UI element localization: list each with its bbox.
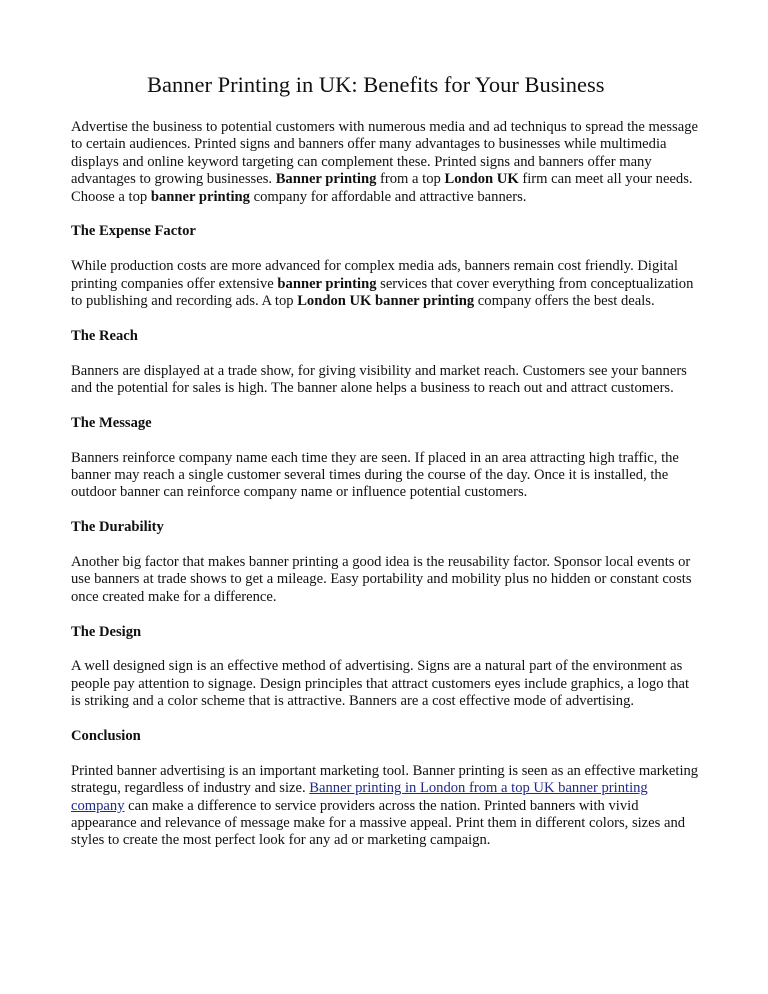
section-body-expense bbox=[71, 258, 701, 310]
text: services that cover everything from conceptualization to publishing and recording ads. A top bbox=[71, 275, 694, 310]
bold-text: London UK bbox=[444, 171, 519, 188]
banner-printing-link[interactable]: Banner printing in London from a top UK banner printing company bbox=[71, 780, 648, 814]
text: While production costs are more advanced for complex media ads, banners remain cost friendly. Digital printing companies offer extensive bbox=[71, 258, 678, 292]
section-heading-durability: The Durability bbox=[71, 519, 164, 536]
section-heading-reach: The Reach bbox=[71, 327, 138, 344]
bold-text: London UK banner printing bbox=[297, 293, 475, 310]
bold-text: banner printing bbox=[277, 275, 377, 292]
section-heading-expense: The Expense Factor bbox=[71, 223, 196, 240]
document-page bbox=[71, 70, 701, 867]
section-heading-message: The Message bbox=[71, 414, 152, 431]
text: company for affordable and attractive banners. bbox=[249, 188, 527, 205]
section-heading-design: The Design bbox=[71, 623, 142, 640]
intro-paragraph bbox=[71, 119, 701, 206]
section-body-message: Banners reinforce company name each time they are seen. If placed in an area attracting high traffic, the banner may reach a single customer several times during the course of the day. Once it is installed, the outdoor banner can reinforce company name or influence potential customers. bbox=[71, 449, 679, 501]
text: company offers the best deals. bbox=[474, 293, 655, 310]
text: from a top bbox=[376, 171, 445, 188]
text: can make a difference to service providers across the nation. Printed banners with vivid appearance and relevance of message make for a massive appeal. Print them in different colors, sizes and styles to create the most perfect look for any ad or marketing campaign. bbox=[71, 797, 686, 849]
text: firm can meet all your needs. Choose a top bbox=[71, 171, 693, 205]
bold-text: banner printing bbox=[150, 188, 250, 205]
section-body-durability: Another big factor that makes banner printing a good idea is the reusability factor. Sponsor local events or use banners at trade shows to get a mileage. Easy portability and mobility plus no hidden or constant costs once created make for a difference. bbox=[71, 554, 692, 605]
bold-text: Banner printing bbox=[275, 171, 377, 188]
section-heading-conclusion: Conclusion bbox=[71, 728, 141, 745]
document-title: Banner Printing in UK: Benefits for Your Business bbox=[147, 72, 605, 97]
text: Printed banner advertising is an important marketing tool. Banner printing is seen as an effective marketing strategu, regardless of industry and size. bbox=[71, 762, 699, 797]
section-body-design: A well designed sign is an effective method of advertising. Signs are a natural part of the environment as people pay attention to signage. Design principles that attract customers eyes include graphics, a logo that is striking and a color scheme that is attractive. Banners are a cost effective mode of advertising. bbox=[71, 658, 690, 710]
text: Advertise the business to potential customers with numerous media and ad techniqus to spread the message to certain audiences. Printed signs and banners offer many advantages to businesses while multimedia displays and online keyword targeting can complement these. Printed signs and banners offer many advantages to growing businesses. bbox=[71, 119, 698, 188]
section-body-conclusion bbox=[71, 763, 701, 850]
section-body-reach: Banners are displayed at a trade show, for giving visibility and market reach. Customers see your banners and the potential for sales is high. The banner alone helps a business to reach out and attract customers. bbox=[71, 362, 687, 397]
